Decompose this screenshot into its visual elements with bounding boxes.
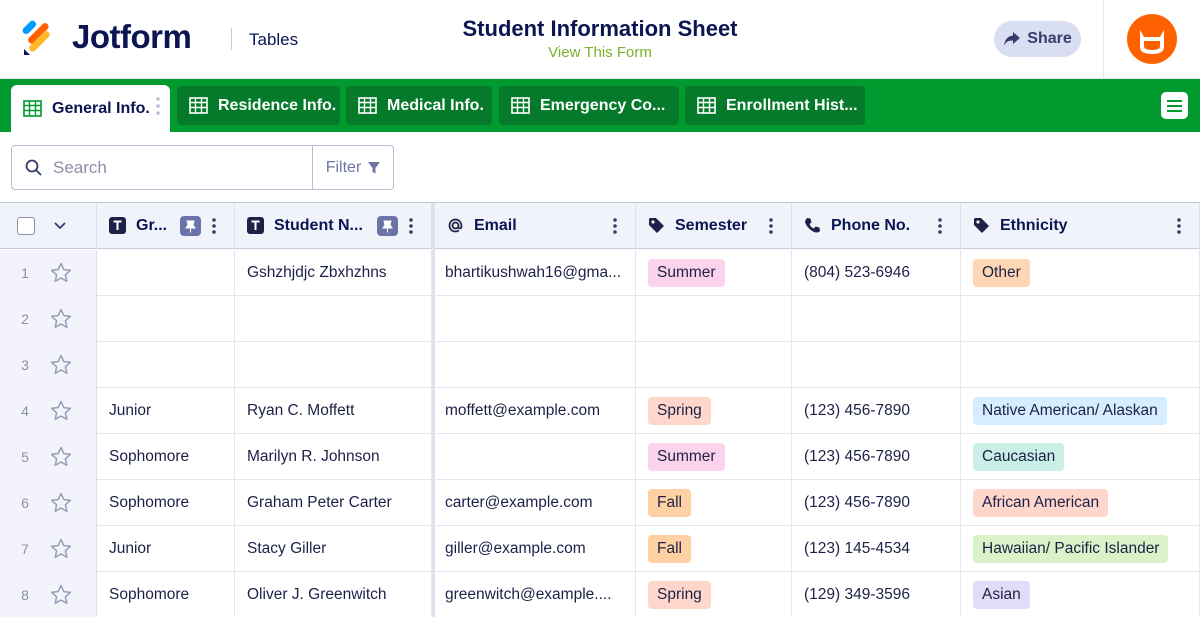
star-icon[interactable] [50, 446, 72, 467]
cell-semester[interactable] [636, 434, 792, 480]
cell-phone[interactable] [792, 526, 961, 572]
star-icon[interactable] [50, 308, 72, 329]
column-label: Ethnicity [1000, 216, 1068, 234]
cell-semester[interactable] [636, 388, 792, 434]
pin-icon[interactable] [180, 216, 201, 236]
email-value: moffett@example.com [445, 402, 601, 419]
cell-phone[interactable] [792, 250, 961, 296]
cat-avatar-icon [1127, 14, 1177, 64]
cell-email[interactable] [435, 526, 636, 572]
share-button[interactable] [994, 21, 1081, 57]
cell-student-name[interactable] [235, 480, 432, 526]
tag-icon [648, 217, 665, 234]
kebab-menu-icon[interactable] [769, 218, 773, 234]
phone-value: (123) 456-7890 [804, 494, 910, 511]
table-row[interactable] [0, 296, 1200, 342]
column-label: Semester [675, 216, 748, 234]
grade-value: Sophomore [109, 448, 190, 465]
title-block [400, 16, 800, 61]
column-label: Gr... [136, 216, 168, 234]
cell-student-name[interactable] [235, 388, 432, 434]
name-value: Stacy Giller [247, 540, 327, 557]
hamburger-icon [1167, 100, 1182, 102]
column-header-student-name[interactable] [235, 203, 432, 249]
select-all-checkbox[interactable] [17, 217, 35, 235]
jotform-logo-icon [22, 18, 56, 56]
chevron-down-icon[interactable] [54, 222, 66, 230]
pin-icon[interactable] [377, 216, 398, 236]
cell-ethnicity[interactable] [961, 572, 1200, 617]
cell-semester[interactable] [636, 526, 792, 572]
funnel-icon [367, 161, 381, 175]
at-icon [447, 217, 464, 234]
row-number: 1 [21, 265, 29, 281]
semester-tag: Summer [648, 259, 725, 287]
cell-email[interactable] [435, 250, 636, 296]
row-number: 5 [21, 449, 29, 465]
ethnicity-tag: African American [973, 489, 1108, 517]
kebab-menu-icon[interactable] [613, 218, 617, 234]
ethnicity-tag: Native American/ Alaskan [973, 397, 1167, 425]
tab-enrollment-history[interactable] [685, 86, 865, 125]
semester-tag: Fall [648, 489, 691, 517]
phone-value: (804) 523-6946 [804, 264, 910, 281]
tab-label: Residence Info. [218, 96, 337, 114]
star-icon[interactable] [50, 584, 72, 605]
select-all-header [0, 203, 97, 249]
cell-grade[interactable] [97, 296, 235, 342]
row-number-cell [0, 342, 97, 388]
cell-email[interactable] [435, 388, 636, 434]
kebab-menu-icon[interactable] [938, 218, 942, 234]
semester-tag: Fall [648, 535, 691, 563]
tag-icon [973, 217, 990, 234]
table-row[interactable] [0, 526, 1200, 572]
name-value: Oliver J. Greenwitch [247, 586, 387, 603]
logo-text: Jotform [72, 18, 192, 55]
cell-email[interactable] [435, 480, 636, 526]
star-icon[interactable] [50, 354, 72, 375]
row-number-cell [0, 572, 97, 617]
filter-label: Filter [325, 158, 362, 176]
kebab-menu-icon[interactable] [1177, 218, 1181, 234]
name-value: Ryan C. Moffett [247, 402, 355, 419]
tab-label: General Info. [52, 99, 150, 117]
tab-emergency-contact[interactable] [499, 86, 679, 125]
cell-ethnicity[interactable] [961, 250, 1200, 296]
tab-label: Emergency Co... [540, 96, 666, 114]
row-number-cell [0, 250, 97, 296]
share-icon [1003, 31, 1021, 47]
frozen-column-divider[interactable] [432, 203, 435, 617]
row-number-cell [0, 388, 97, 434]
ethnicity-tag: Other [973, 259, 1030, 287]
kebab-menu-icon[interactable] [212, 218, 216, 234]
tabs-menu-button[interactable] [1161, 92, 1188, 119]
cell-student-name[interactable] [235, 434, 432, 480]
star-icon[interactable] [50, 400, 72, 421]
search-input[interactable] [12, 146, 312, 189]
top-header [0, 0, 1200, 79]
cell-ethnicity[interactable] [961, 296, 1200, 342]
email-value: greenwitch@example.... [445, 586, 612, 603]
table-grid-icon [23, 100, 42, 117]
email-value: carter@example.com [445, 494, 593, 511]
view-form-link[interactable]: View This Form [548, 44, 652, 61]
email-value: bhartikushwah16@gma... [445, 264, 621, 281]
grade-value: Sophomore [109, 494, 190, 511]
grade-value: Junior [109, 540, 152, 557]
tab-general-info[interactable] [11, 85, 170, 132]
table-grid-icon [697, 97, 716, 114]
cell-semester[interactable] [636, 480, 792, 526]
row-number-cell [0, 526, 97, 572]
row-number: 8 [21, 587, 29, 603]
row-number: 7 [21, 541, 29, 557]
row-number-cell [0, 480, 97, 526]
row-number: 2 [21, 311, 29, 327]
email-value: giller@example.com [445, 540, 586, 557]
cell-phone[interactable] [792, 434, 961, 480]
cell-email[interactable] [435, 296, 636, 342]
header-vertical-divider [1103, 0, 1104, 79]
row-number: 6 [21, 495, 29, 511]
cell-phone[interactable] [792, 480, 961, 526]
tab-options-icon[interactable] [156, 97, 160, 115]
cell-phone[interactable] [792, 388, 961, 434]
cell-grade[interactable] [97, 526, 235, 572]
row-number: 4 [21, 403, 29, 419]
column-label: Email [474, 216, 517, 234]
table-row[interactable] [0, 480, 1200, 526]
row-number-cell [0, 296, 97, 342]
table-row[interactable] [0, 434, 1200, 480]
tab-medical-info[interactable] [346, 86, 492, 125]
cell-student-name[interactable] [235, 342, 432, 388]
text-type-icon [109, 217, 126, 234]
table-grid-icon [189, 97, 208, 114]
cell-ethnicity[interactable] [961, 434, 1200, 480]
cell-phone[interactable] [792, 342, 961, 388]
semester-tag: Spring [648, 397, 711, 425]
phone-value: (129) 349-3596 [804, 586, 910, 603]
kebab-menu-icon[interactable] [409, 218, 413, 234]
text-type-icon [247, 217, 264, 234]
jotform-logo[interactable] [22, 18, 191, 56]
tab-bar [0, 79, 1200, 132]
phone-value: (123) 456-7890 [804, 448, 910, 465]
tab-label: Medical Info. [387, 96, 484, 114]
table-row[interactable] [0, 388, 1200, 434]
ethnicity-tag: Asian [973, 581, 1030, 609]
grade-value: Sophomore [109, 586, 190, 603]
table-row[interactable] [0, 342, 1200, 388]
header-divider [231, 28, 232, 50]
table-row[interactable] [0, 572, 1200, 617]
search-icon [25, 159, 42, 176]
hamburger-icon-line [1167, 110, 1182, 112]
name-value: Graham Peter Carter [247, 494, 392, 511]
cell-grade[interactable] [97, 342, 235, 388]
star-icon[interactable] [50, 492, 72, 513]
phone-value: (123) 145-4534 [804, 540, 910, 557]
column-header-phone[interactable] [792, 203, 961, 249]
phone-value: (123) 456-7890 [804, 402, 910, 419]
cell-student-name[interactable] [235, 250, 432, 296]
cell-student-name[interactable] [235, 572, 432, 617]
section-label: Tables [249, 30, 299, 49]
phone-icon [804, 217, 821, 234]
cell-semester[interactable] [636, 250, 792, 296]
cell-semester[interactable] [636, 572, 792, 617]
grade-value: Junior [109, 402, 152, 419]
ethnicity-tag: Hawaiian/ Pacific Islander [973, 535, 1168, 563]
column-label: Phone No. [831, 216, 911, 234]
semester-tag: Summer [648, 443, 725, 471]
filter-button[interactable] [312, 146, 394, 189]
cell-ethnicity[interactable] [961, 480, 1200, 526]
tab-label: Enrollment Hist... [726, 96, 858, 114]
share-label: Share [1027, 30, 1072, 47]
search-bar [11, 145, 394, 190]
cell-grade[interactable] [97, 572, 235, 617]
cell-email[interactable] [435, 572, 636, 617]
cell-ethnicity[interactable] [961, 342, 1200, 388]
cell-phone[interactable] [792, 296, 961, 342]
cell-semester[interactable] [636, 342, 792, 388]
column-label: Student N... [274, 216, 363, 234]
column-header-email[interactable] [435, 203, 636, 249]
cell-grade[interactable] [97, 250, 235, 296]
name-value: Marilyn R. Johnson [247, 448, 380, 465]
column-header-ethnicity[interactable] [961, 203, 1200, 249]
star-icon[interactable] [50, 538, 72, 559]
name-value: Gshzhjdjc Zbxhzhns [247, 264, 387, 281]
data-table [0, 202, 1200, 617]
cell-email[interactable] [435, 342, 636, 388]
page-title: Student Information Sheet [462, 16, 738, 41]
cell-grade[interactable] [97, 388, 235, 434]
tab-residence-info[interactable] [177, 86, 340, 125]
table-grid-icon [511, 97, 530, 114]
cell-grade[interactable] [97, 480, 235, 526]
cell-semester[interactable] [636, 296, 792, 342]
hamburger-icon-line [1167, 105, 1182, 107]
star-icon[interactable] [50, 262, 72, 283]
table-row[interactable] [0, 250, 1200, 296]
semester-tag: Spring [648, 581, 711, 609]
column-header-grade[interactable] [97, 203, 235, 249]
cell-ethnicity[interactable] [961, 526, 1200, 572]
cell-email[interactable] [435, 434, 636, 480]
cell-student-name[interactable] [235, 526, 432, 572]
cell-student-name[interactable] [235, 296, 432, 342]
row-number-cell [0, 434, 97, 480]
cell-phone[interactable] [792, 572, 961, 617]
avatar[interactable] [1127, 14, 1177, 64]
table-grid-icon [358, 97, 377, 114]
ethnicity-tag: Caucasian [973, 443, 1064, 471]
cell-grade[interactable] [97, 434, 235, 480]
cell-ethnicity[interactable] [961, 388, 1200, 434]
column-header-semester[interactable] [636, 203, 792, 249]
row-number: 3 [21, 357, 29, 373]
